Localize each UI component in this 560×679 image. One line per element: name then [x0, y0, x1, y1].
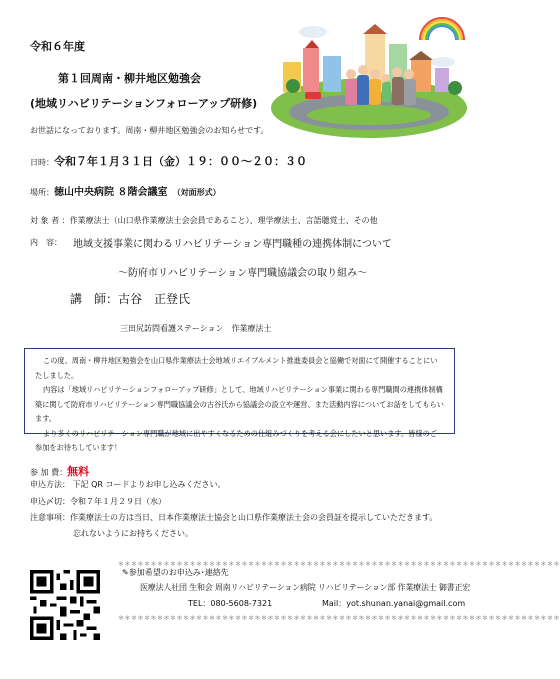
- lecturer-affiliation: 三田尻訪問看護ステーション 作業療法士: [120, 324, 272, 333]
- event-title: 第１回周南・柳井地区勉強会: [58, 72, 201, 85]
- contact-heading: ✎参加希望のお申込み･連絡先: [122, 568, 229, 577]
- contact-divider-top: ＊＊＊＊＊＊＊＊＊＊＊＊＊＊＊＊＊＊＊＊＊＊＊＊＊＊＊＊＊＊＊＊＊＊＊＊＊＊＊＊＊＊＊＊＊＊＊＊＊＊＊＊＊＊＊＊＊＊＊＊＊＊＊＊＊＊＊＊: [118, 561, 560, 568]
- notice-paragraph-2: 内容は「地域リハビリテーションフォローアップ研修」として、地域リハビリテーション事業に関わる専門職間の連携体制構築に関して防府市リハビリテーション専門職協議会の古谷氏から協議会の設立や運営、また活動内容についてお話をしてもらいます。: [35, 385, 444, 423]
- apply-note-row: [30, 512, 437, 523]
- notice-paragraph-3: より多くのリハビリテーション専門職が地域に出やすくなるための仕組みづくりを考える会にしたいと思います。皆様のご参加をお待ちしています！: [35, 428, 437, 452]
- datetime-row: [30, 150, 307, 169]
- notice-box: [24, 348, 455, 452]
- apply-note-line1: 作業療法士の方は当日、日本作業療法士協会と山口県作業療法士会の会員証を提示していただきます。: [70, 513, 438, 522]
- event-subtitle: (地域リハビリテーションフォローアップ研修): [30, 97, 258, 110]
- qr-code[interactable]: [30, 570, 100, 640]
- audience-label: 対 象 者 ：: [30, 216, 70, 225]
- apply-note-line2: 忘れないようにお持ちください。: [73, 529, 193, 538]
- contact-divider-bottom: ＊＊＊＊＊＊＊＊＊＊＊＊＊＊＊＊＊＊＊＊＊＊＊＊＊＊＊＊＊＊＊＊＊＊＊＊＊＊＊＊＊＊＊＊＊＊＊＊＊＊＊＊＊＊＊＊＊＊＊＊＊＊＊＊＊＊＊＊: [118, 615, 560, 622]
- datetime-label: 日時：: [30, 158, 54, 167]
- notice-paragraph-1: この度、周南・柳井地区勉強会を山口県作業療法士会地域リエイブルメント推進委員会と協働で対面にて開催することにいたしました。: [35, 356, 438, 380]
- apply-deadline-value: 令和７年１月２９日（水）: [70, 497, 166, 506]
- contact-organization: 医療法人社団 生和会 周南リハビリテーション病院 リハビリテーション部 作業療法士 御書正宏: [140, 583, 471, 592]
- apply-method-value: 下記 QR コードよりお申し込みください。: [72, 480, 226, 489]
- place-value: 徳山中央病院 ８階会議室: [54, 187, 168, 198]
- fee-row: [30, 460, 89, 479]
- apply-deadline-label: 申込〆切：: [30, 497, 70, 506]
- lecturer-name: 講 師：古谷 正登氏: [70, 292, 191, 306]
- apply-note-label: 注意事項：: [30, 513, 70, 522]
- community-illustration: [265, 12, 470, 147]
- contact-tel: TEL：080‐5608‐7321: [188, 599, 273, 608]
- audience-row: [30, 208, 378, 227]
- place-note: （対面形式）: [172, 188, 221, 197]
- audience-value: 作業療法士（山口県作業療法士会会員であること）、理学療法士、言語聴覚士、その他: [69, 216, 378, 225]
- fee-label: 参 加 費：: [30, 468, 68, 477]
- content-line1: 地域支援事業に関わるリハビリテーション専門職種の連携体制について: [73, 239, 392, 250]
- fee-value: 無料: [67, 465, 90, 478]
- content-label: 内 容：: [30, 238, 62, 247]
- greeting-text: お世話になっております。周南・柳井地区勉強会のお知らせです。: [30, 126, 269, 135]
- contact-mail[interactable]: Mail：yot.shunan.yanai@gmail.com: [322, 599, 466, 608]
- place-row: [30, 180, 221, 199]
- datetime-value: 令和７年１月３１日（金）１９：００〜２０：３０: [54, 155, 307, 168]
- content-line2: 〜防府市リハビリテーション専門職協議会の取り組み〜: [118, 268, 368, 279]
- apply-method-label: 申込方法：: [30, 480, 70, 489]
- place-label: 場所：: [30, 188, 54, 197]
- apply-deadline-row: [30, 496, 166, 507]
- apply-method-row: [30, 479, 226, 490]
- year-heading: 令和６年度: [30, 40, 85, 53]
